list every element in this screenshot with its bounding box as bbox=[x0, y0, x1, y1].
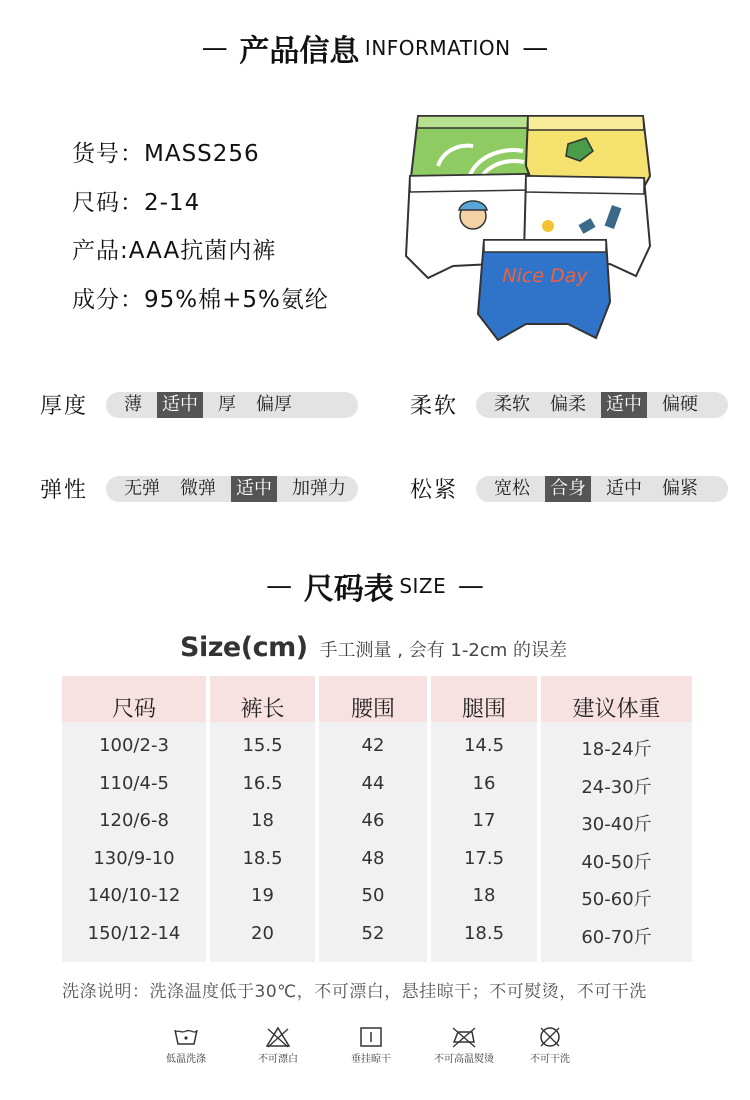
care-label: 不可漂白 bbox=[258, 1054, 298, 1065]
size-section-title: — 尺码表 SIZE — bbox=[266, 571, 484, 607]
size-table-cell: 17 bbox=[472, 810, 496, 832]
size-table-cell: 18 bbox=[472, 885, 496, 907]
size-table-header-cell: 腰围 bbox=[350, 697, 395, 722]
no-dry-clean-icon bbox=[537, 1026, 563, 1048]
care-item bbox=[419, 1026, 509, 1065]
rating-option: 无弹 bbox=[124, 477, 160, 499]
rating-option-selected: 适中 bbox=[601, 392, 647, 418]
size-table-cell: 15.5 bbox=[242, 735, 283, 756]
wash-instructions: 洗涤说明：洗涤温度低于30℃，不可漂白，悬挂晾干；不可熨烫，不可干洗 bbox=[62, 982, 647, 1002]
rating-label: 松紧 bbox=[410, 478, 459, 503]
size-table-cell: 40-50斤 bbox=[581, 851, 652, 873]
rating-option: 柔软 bbox=[494, 393, 530, 415]
size-table-cell: 18.5 bbox=[463, 923, 505, 944]
size-caption bbox=[180, 632, 567, 663]
rating-option: 宽松 bbox=[494, 477, 530, 499]
rating-options bbox=[476, 392, 728, 418]
rating-option-selected: 适中 bbox=[231, 476, 277, 502]
size-table-cell: 100/2-3 bbox=[99, 735, 169, 756]
size-table-cell: 42 bbox=[361, 735, 385, 756]
rating-option-selected: 适中 bbox=[157, 392, 203, 418]
size-table-cell: 14.5 bbox=[463, 735, 505, 756]
size-measure-note: 手工测量 , 会有 1-2cm 的误差 bbox=[319, 640, 567, 661]
no-bleach-icon bbox=[265, 1026, 291, 1048]
rating-option: 偏厚 bbox=[256, 393, 292, 415]
size-table-cell: 24-30斤 bbox=[581, 776, 652, 798]
size-table-header-cell: 腿围 bbox=[461, 697, 506, 722]
care-label: 低温洗涤 bbox=[166, 1054, 206, 1065]
information-title-cn: 产品信息 bbox=[239, 34, 360, 69]
care-label: 垂挂晾干 bbox=[351, 1054, 391, 1065]
blue-brief-illustration bbox=[478, 240, 610, 340]
no-iron-icon bbox=[450, 1026, 478, 1048]
rating-option: 偏柔 bbox=[550, 393, 586, 415]
low-temp-wash-icon bbox=[173, 1026, 199, 1048]
size-table-cell: 50 bbox=[361, 885, 385, 907]
size-table-cell: 30-40斤 bbox=[581, 814, 652, 836]
size-table-cell: 120/6-8 bbox=[99, 810, 169, 832]
rating-options bbox=[106, 392, 358, 418]
size-table-cell: 150/12-14 bbox=[87, 923, 181, 944]
care-item bbox=[233, 1026, 323, 1065]
size-table-cell: 18-24斤 bbox=[581, 739, 652, 760]
rating-options bbox=[106, 476, 358, 502]
care-label: 不可干洗 bbox=[530, 1054, 570, 1065]
rating-option: 微弹 bbox=[180, 477, 216, 499]
hang-dry-icon bbox=[358, 1026, 384, 1048]
size-table-cell: 20 bbox=[251, 923, 274, 944]
product-code: 货号：MASS256 bbox=[72, 141, 260, 167]
size-unit-heading: Size(cm) bbox=[180, 632, 308, 663]
rating-elasticity bbox=[40, 473, 358, 504]
size-table-cell: 44 bbox=[361, 772, 385, 794]
size-table-cell: 50-60斤 bbox=[581, 889, 652, 911]
size-table-cell: 140/10-12 bbox=[87, 885, 181, 907]
size-table-header-cell: 尺码 bbox=[111, 697, 156, 722]
size-table bbox=[62, 676, 692, 962]
product-size-range: 尺码：2-14 bbox=[72, 189, 201, 216]
information-title-en: INFORMATION bbox=[364, 36, 511, 60]
size-table-cell: 130/9-10 bbox=[93, 847, 175, 869]
size-table-cell: 60-70斤 bbox=[581, 927, 652, 948]
size-title-en: SIZE bbox=[399, 574, 447, 598]
rating-label: 柔软 bbox=[410, 394, 459, 419]
size-table-cell: 16 bbox=[472, 772, 496, 794]
size-table-cell: 19 bbox=[251, 885, 274, 907]
size-table-cell: 52 bbox=[361, 923, 385, 944]
rating-label: 厚度 bbox=[40, 394, 89, 419]
size-table-cell: 110/4-5 bbox=[99, 772, 169, 794]
size-table-cell: 18 bbox=[251, 810, 274, 832]
rating-option: 厚 bbox=[218, 393, 236, 415]
product-name: 产品:AAA抗菌内裤 bbox=[72, 238, 277, 264]
size-table-cell: 18.5 bbox=[242, 847, 283, 869]
size-table-cell: 46 bbox=[361, 810, 385, 832]
care-item bbox=[141, 1026, 231, 1065]
product-image bbox=[398, 106, 658, 356]
information-section-title: — 产品信息 INFORMATION — bbox=[201, 33, 549, 69]
rating-option: 适中 bbox=[606, 477, 642, 499]
size-table-cell: 48 bbox=[361, 847, 385, 869]
care-item bbox=[505, 1026, 595, 1065]
rating-thickness bbox=[40, 389, 358, 420]
size-table-header-cell: 建议体重 bbox=[572, 697, 661, 722]
size-title-cn: 尺码表 bbox=[303, 572, 394, 607]
rating-fit bbox=[410, 473, 728, 504]
size-table-cell: 16.5 bbox=[242, 772, 283, 794]
size-table-cell: 17.5 bbox=[463, 847, 505, 869]
rating-softness bbox=[410, 389, 728, 420]
product-material: 成分：95%棉+5%氨纶 bbox=[72, 286, 329, 313]
rating-option: 偏紧 bbox=[662, 477, 698, 499]
care-item bbox=[326, 1026, 416, 1065]
rating-option: 薄 bbox=[124, 393, 142, 415]
rating-option: 加弹力 bbox=[292, 477, 346, 499]
product-info-list bbox=[72, 138, 329, 332]
care-label: 不可高温熨烫 bbox=[434, 1054, 494, 1065]
size-table-header-cell: 裤长 bbox=[240, 697, 285, 722]
rating-label: 弹性 bbox=[40, 478, 89, 503]
rating-option-selected: 合身 bbox=[545, 476, 591, 502]
rating-option: 偏硬 bbox=[662, 393, 698, 415]
rating-options bbox=[476, 476, 728, 502]
brief-print-text: Nice Day bbox=[502, 265, 588, 287]
